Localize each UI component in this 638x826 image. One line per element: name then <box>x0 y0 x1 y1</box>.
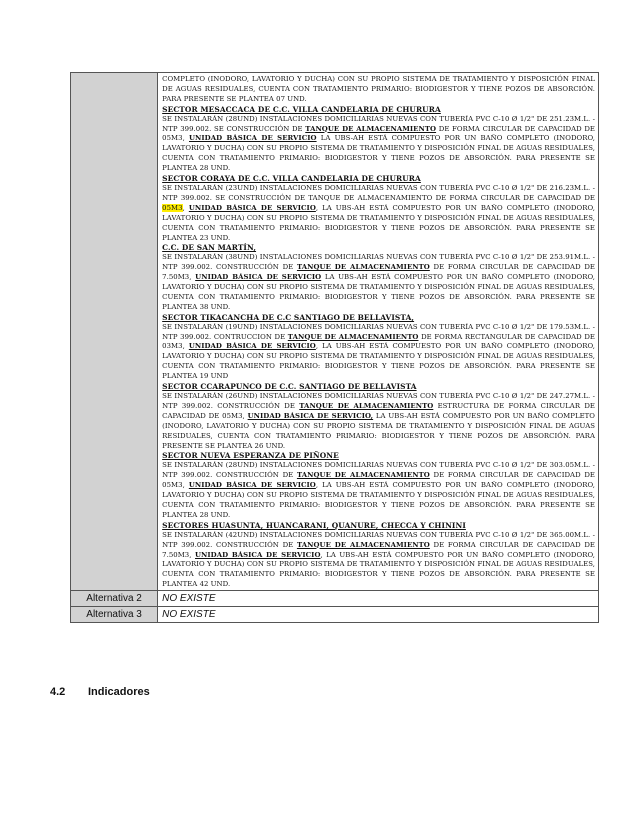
table-row <box>71 607 599 623</box>
highlighted-capacity: 05M3 <box>162 203 183 212</box>
sector-heading: SECTOR TIKACANCHA DE C.C SANTIAGO DE BELLAVISTA, <box>162 312 415 322</box>
sector-paragraph: SE INSTALARÁN (42UND) INSTALACIONES DOMICILIARIAS NUEVAS CON TUBERÍA PVC C-10 Ø 1/2" DE 365.00M.L. -NTP 399.002. CONSTRUCCIÓN DE TANQUE DE ALMACENAMIENTO DE FORMA CIRCULAR DE CAPACIDAD DE 7.50M3, UNIDAD BÁSICA DE SERVICIO, LA UBS-AH ESTÁ COMPUESTO POR UN BAÑO COMPLETO (INODORO, LAVATORIO Y DUCHA) CON SU PROPIO SISTEMA DE TRATAMIENTO Y DISPOSICIÓN FINAL DE AGUAS RESIDUALES, CUENTA CON TRATAMIENTO PRIMARIO: BIODIGESTOR Y TIENE POZOS DE ABSORCIÓN. PARA PRESENTE SE PLANTEA 42 UND. <box>162 530 596 589</box>
sector-heading: SECTORES HUASUNTA, HUANCARANI, QUANURE, CHECCA Y CHININI <box>162 520 466 530</box>
alternative-label: Alternativa 3 <box>71 607 158 623</box>
sector-paragraph: SE INSTALARÁN (23UND) INSTALACIONES DOMICILIARIAS NUEVAS CON TUBERÍA PVC C-10 Ø 1/2" DE 216.23M.L. - NTP 399.002. SE CONSTRUCCIÓN DE TANQUE DE ALMACENAMIENTO DE FORMA CIRCULAR DE CAPACIDAD DE 05M3, UNIDAD BÁSICA DE SERVICIO, LA UBS-AH ESTÁ COMPUESTO POR UN BAÑO COMPLETO (INODORO, LAVATORIO Y DUCHA) CON SU PROPIO SISTEMA DE TRATAMIENTO Y DISPOSICIÓN FINAL DE AGUAS RESIDUALES, CUENTA CON TRATAMIENTO PRIMARIO: BIODIGESTOR Y TIENE POZOS DE ABSORCIÓN. PARA PRESENTE SE PLANTEA 23 UND. <box>162 183 595 242</box>
sector-heading: SECTOR NUEVA ESPERANZA DE PIÑONE <box>162 451 339 461</box>
intro-paragraph: COMPLETO (INODORO, LAVATORIO Y DUCHA) CON SU PROPIO SISTEMA DE TRATAMIENTO Y DISPOSICIÓN FINAL DE AGUAS RESIDUALES, CUENTA CON TRATAMIENTO PRIMARIO: BIODIGESTOR Y TIENE POZOS DE ABSORCIÓN. PARA PRESENTE SE PLANTEA 07 UND. <box>162 75 595 103</box>
sector-heading: SECTOR CORAYA DE C.C. VILLA CANDELARIA DE CHURURA <box>162 174 421 184</box>
section-title: Indicadores <box>88 686 150 698</box>
table-row <box>71 73 599 591</box>
label-cell <box>71 73 158 591</box>
table-row <box>71 591 599 607</box>
sector-paragraph: SE INSTALARÁN (28UND) INSTALACIONES DOMICILIARIAS NUEVAS CON TUBERÍA PVC C-10 Ø 1/2" DE 303.05M.L. -NTP 399.002. CONSTRUCCIÓN DE TANQUE DE ALMACENAMIENTO DE FORMA CIRCULAR DE CAPACIDAD DE 05M3, UNIDAD BÁSICA DE SERVICIO, LA UBS-AH ESTÁ COMPUESTO POR UN BAÑO COMPLETO (INODORO, LAVATORIO Y DUCHA) CON SU PROPIO SISTEMA DE TRATAMIENTO Y DISPOSICIÓN FINAL DE AGUAS RESIDUALES, CUENTA CON TRATAMIENTO PRIMARIO: BIODIGESTOR Y TIENE POZOS DE ABSORCIÓN. PARA PRESENTE SE PLANTEA 28 UND. <box>162 461 596 519</box>
sector-paragraph: SE INSTALARÁN (38UND) INSTALACIONES DOMICILIARIAS NUEVAS CON TUBERÍA PVC C-10 Ø 1/2" DE 253.91M.L. - NTP 399.002. CONSTRUCCIÓN DE TANQUE DE ALMACENAMIENTO DE FORMA CIRCULAR DE CAPACIDAD DE 7.50M3, UNIDAD BÁSICA DE SERVICIO LA UBS-AH ESTÁ COMPUESTO POR UN BAÑO COMPLETO (INODORO, LAVATORIO Y DUCHA) CON SU PROPIO SISTEMA DE TRATAMIENTO Y DISPOSICIÓN FINAL DE AGUAS RESIDUALES, CUENTA CON TRATAMIENTO PRIMARIO: BIODIGESTOR Y TIENE POZOS DE ABSORCIÓN. PARA PRESENTE SE PLANTEA 38 UND. <box>162 253 596 311</box>
sector-paragraph: SE INSTALARÁN (26UND) INSTALACIONES DOMICILIARIAS NUEVAS CON TUBERÍA PVC C-10 Ø 1/2" DE 247.27M.L. - NTP 399.002. CONSTRUCCIÓN DE TANQUE DE ALMACENAMIENTO ESTRUCTURA DE FORMA CIRCULAR DE CAPACIDAD DE 05M3, UNIDAD BÁSICA DE SERVICIO, LA UBS-AH ESTÁ COMPUESTO POR UN BAÑO COMPLETO (INODORO, LAVATORIO Y DUCHA) CON SU PROPIO SISTEMA DE TRATAMIENTO Y DISPOSICIÓN FINAL DE AGUAS RESIDUALES, CUENTA CON TRATAMIENTO PRIMARIO: BIODIGESTOR Y TIENE POZOS DE ABSORCIÓN. PARA PRESENTE SE PLANTEA 26 UND. <box>162 392 595 450</box>
sector-paragraph: SE INSTALARÁN (19UND) INSTALACIONES DOMICILIARIAS NUEVAS CON TUBERÍA PVC C-10 Ø 1/2" DE 179.53M.L. - NTP 399.002. CONTRUCCION DE TANQUE DE ALMACENAMIENTO DE FORMA RECTANGULAR DE CAPACIDAD DE 03M3, UNIDAD BÁSICA DE SERVICIO, LA UBS-AH ESTÁ COMPUESTO POR UN BAÑO COMPLETO (INODORO, LAVATORIO Y DUCHA) CON SU PROPIO SISTEMA DE TRATAMIENTO Y DISPOSICIÓN FINAL DE AGUAS RESIDUALES, CUENTA CON TRATAMIENTO PRIMARIO: BIODIGESTOR Y TIENE POZOS DE ABSORCIÓN. PARA PRESENTE SE PLANTEA 19 UND <box>162 322 595 381</box>
alternative-label: Alternativa 2 <box>71 591 158 607</box>
alternative-value: NO EXISTE <box>158 607 599 623</box>
sector-heading: SECTOR MESACCACA DE C.C. VILLA CANDELARIA DE CHURURA <box>162 104 441 114</box>
sector-heading: C.C. DE SAN MARTÍN, <box>162 243 257 253</box>
sector-heading: SECTOR CCARAPUNCO DE C.C. SANTIAGO DE BELLAVISTA <box>162 382 417 392</box>
description-cell <box>158 73 599 591</box>
alternatives-table <box>70 72 599 623</box>
alternative-value: NO EXISTE <box>158 591 599 607</box>
section-number: 4.2 <box>50 686 66 698</box>
sector-paragraph: SE INSTALARÁN (28UND) INSTALACIONES DOMICILIARIAS NUEVAS CON TUBERÍA PVC C-10 Ø 1/2" DE 251.23M.L. -NTP 399.002. SE CONSTRUCCIÓN DE TANQUE DE ALMACENAMIENTO DE FORMA CIRCULAR DE CAPACIDAD DE 05M3, UNIDAD BÁSICA DE SERVICIO LA UBS-AH ESTÁ COMPUESTO POR UN BAÑO COMPLETO (INODORO, LAVATORIO Y DUCHA) CON SU PROPIO SISTEMA DE TRATAMIENTO Y DISPOSICIÓN FINAL DE AGUAS RESIDUALES, CUENTA CON TRATAMIENTO PRIMARIO: BIODIGESTOR Y TIENE POZOS DE ABSORCIÓN. PARA PRESENTE SE PLANTEA 28 UND. <box>162 114 595 173</box>
